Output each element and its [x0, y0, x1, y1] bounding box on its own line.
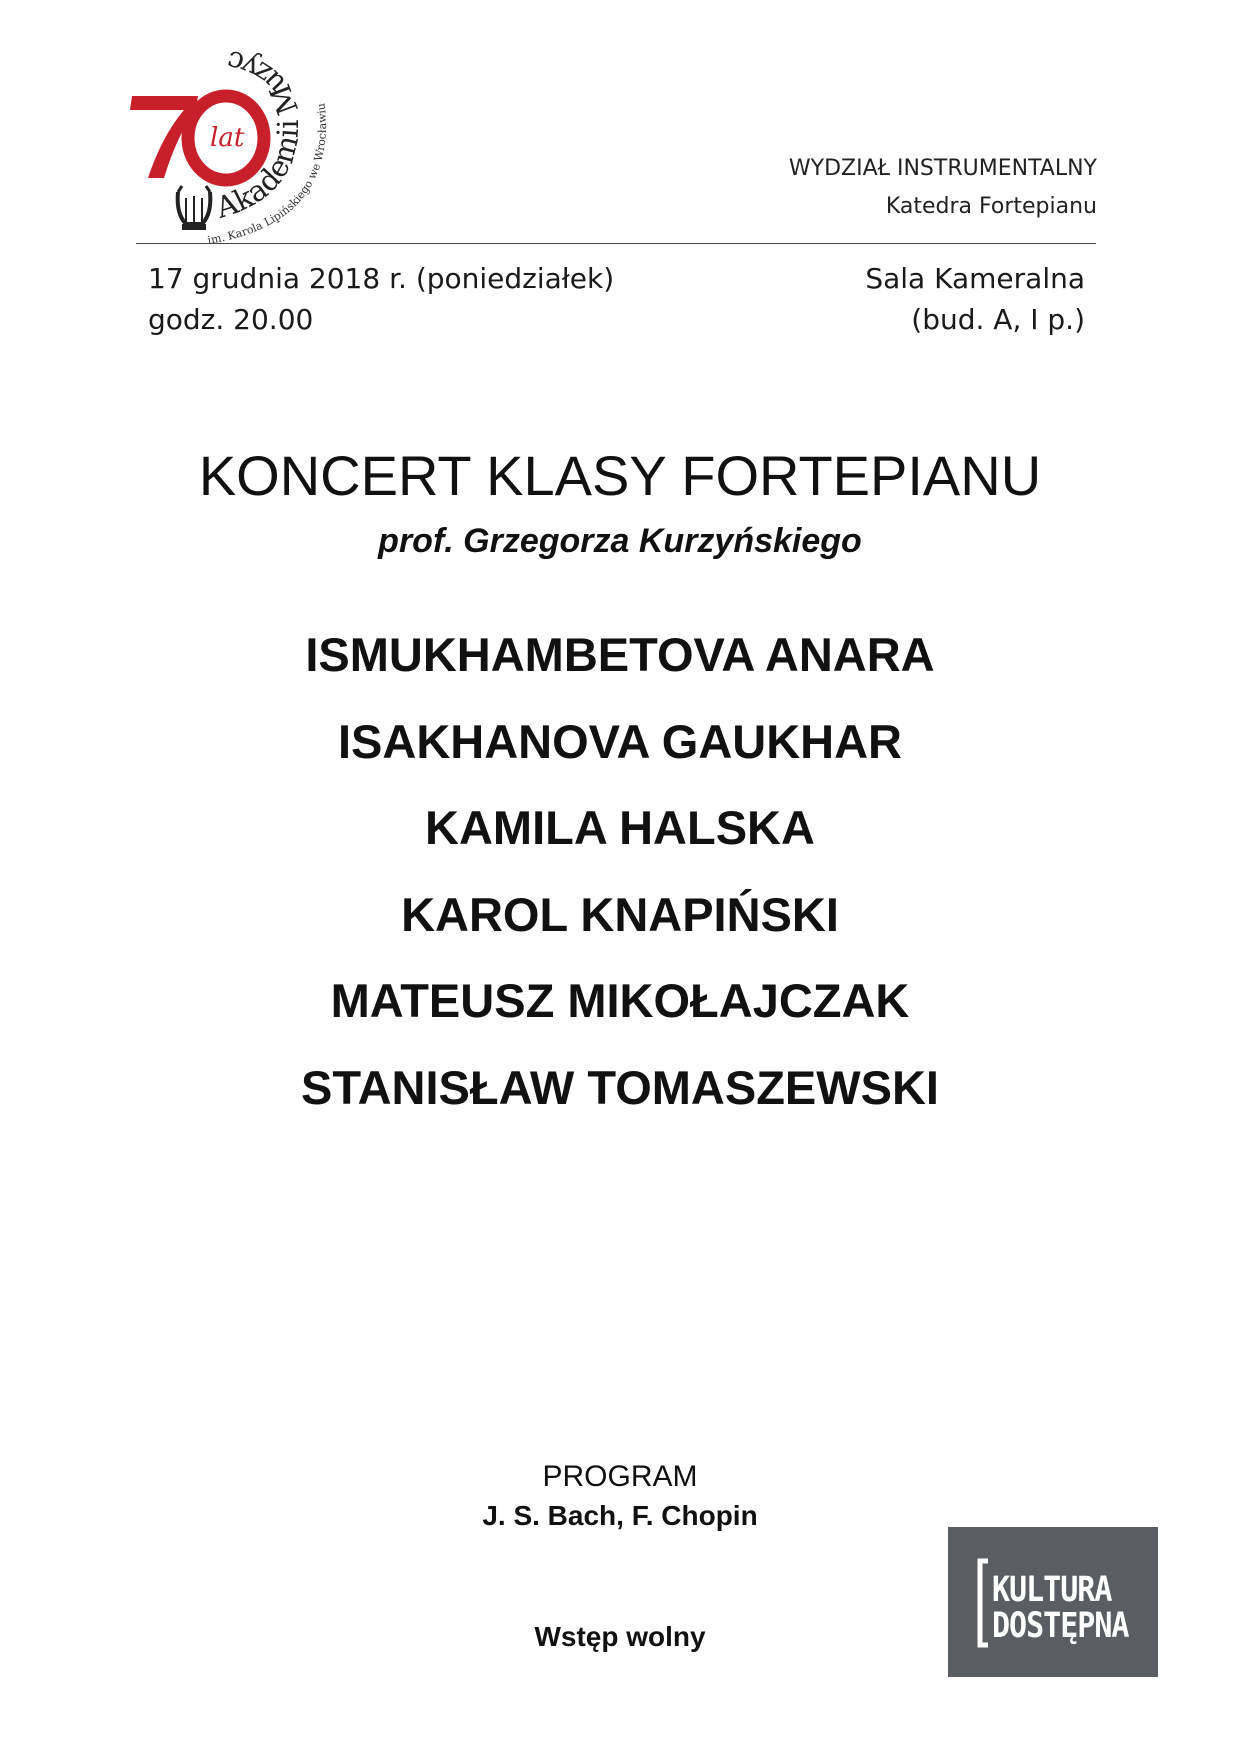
- program-label: PROGRAM: [542, 1460, 698, 1493]
- academy-logo: [118, 21, 338, 248]
- concert-professor: prof. Grzegorza Kurzyńskiego: [378, 522, 862, 560]
- logo-lat-text: lat: [210, 123, 245, 153]
- header-divider: [136, 243, 1096, 244]
- performer-name: MATEUSZ MIKOŁAJCZAK: [330, 974, 910, 1027]
- performer-name: ISAKHANOVA GAUKHAR: [338, 714, 902, 768]
- event-time: godz. 20.00: [148, 303, 314, 336]
- badge-line-1: KULTURA: [992, 1569, 1112, 1611]
- department-header: [789, 150, 1097, 226]
- entry-note: Wstęp wolny: [534, 1621, 706, 1652]
- performer-name: ISMUKHAMBETOVA ANARA: [305, 628, 935, 681]
- program-composers: J. S. Bach, F. Chopin: [482, 1500, 758, 1531]
- logo-academy-full-name: im. Karola Lipińskiego we Wrocławiu: [206, 102, 330, 247]
- performer-list: [0, 612, 1240, 1131]
- logo-academy-name: Akademii Muzycznej: [118, 21, 306, 225]
- event-datetime: [148, 258, 614, 340]
- performer-name: KAMILA HALSKA: [425, 801, 815, 854]
- badge-line-2: DOSTĘPNA: [992, 1605, 1129, 1647]
- academy-70-years-logo: [118, 21, 338, 248]
- department-name: Katedra Fortepianu: [885, 194, 1097, 219]
- faculty-name: WYDZIAŁ INSTRUMENTALNY: [788, 156, 1097, 181]
- kultura-dostepna-badge: [948, 1527, 1158, 1677]
- performer-name: KAROL KNAPIŃSKI: [401, 887, 839, 941]
- event-venue: [865, 258, 1085, 340]
- lyre-icon: [178, 186, 211, 230]
- venue-detail: (bud. A, I p.): [911, 303, 1085, 336]
- concert-title: KONCERT KLASY FORTEPIANU: [198, 444, 1042, 507]
- venue-name: Sala Kameralna: [865, 262, 1085, 295]
- performer-name: STANISŁAW TOMASZEWSKI: [301, 1060, 939, 1114]
- event-date: 17 grudnia 2018 r. (poniedziałek): [148, 262, 615, 295]
